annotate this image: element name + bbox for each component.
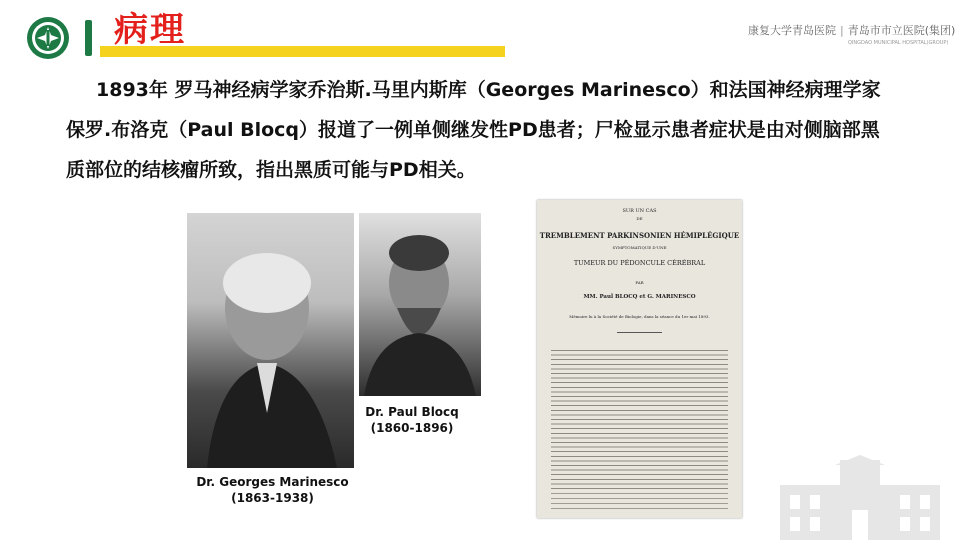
paper-line-6: PAR xyxy=(635,280,644,285)
marinesco-caption xyxy=(190,474,355,506)
paper-authors: MM. Paul BLOCQ et G. MARINESCO xyxy=(583,294,696,300)
blocq-photo xyxy=(359,213,481,396)
paper-note: Mémoire lu à la Société de Biologie, dans la séance du 1er mai 1893. xyxy=(569,314,710,319)
paper-line-1: SUR UN CAS xyxy=(622,208,657,214)
marinesco-photo xyxy=(187,213,354,468)
paper-title: TREMBLEMENT PARKINSONIEN HÉMIPLÉGIQUE xyxy=(539,231,740,240)
page-title: 病理 xyxy=(114,10,186,50)
history-paragraph: 1893年 罗马神经病学家乔治斯.马里内斯库（Georges Marinesco）和法国神经病理学家保罗.布洛克（Paul Blocq）报道了一例单侧继发性PD患者；尸检显示患者症状是由对侧脑部黑质部位的结核瘤所致，指出黑质可能与PD相关。 xyxy=(66,79,881,181)
marinesco-name: Dr. Georges Marinesco xyxy=(196,475,349,489)
hospital-logo-icon xyxy=(26,16,70,60)
hospital-name-english: QINGDAO MUNICIPAL HOSPITAL(GROUP) xyxy=(848,40,949,46)
hospital-separator: | xyxy=(840,24,844,37)
title-accent-bar xyxy=(85,20,92,56)
hospital-name-1: 康复大学青岛医院 xyxy=(748,24,836,37)
paper-rule xyxy=(617,332,662,333)
paper-subtitle: TUMEUR DU PÉDONCULE CÉRÉBRAL xyxy=(573,259,706,267)
marinesco-years: (1863-1938) xyxy=(231,491,314,505)
hospital-name xyxy=(748,24,956,46)
blocq-caption xyxy=(356,404,468,436)
building-watermark-icon xyxy=(760,455,960,540)
paper-line-4: SYMPTOMATIQUE D'UNE xyxy=(612,245,667,250)
historical-paper-image xyxy=(537,200,742,518)
paper-body-text xyxy=(551,350,728,490)
blocq-name: Dr. Paul Blocq xyxy=(365,405,459,419)
paper-line-2: DE xyxy=(636,216,643,221)
hospital-name-2: 青岛市市立医院(集团) xyxy=(847,24,956,37)
blocq-years: (1860-1896) xyxy=(370,421,454,435)
paper-footnote xyxy=(551,493,728,511)
